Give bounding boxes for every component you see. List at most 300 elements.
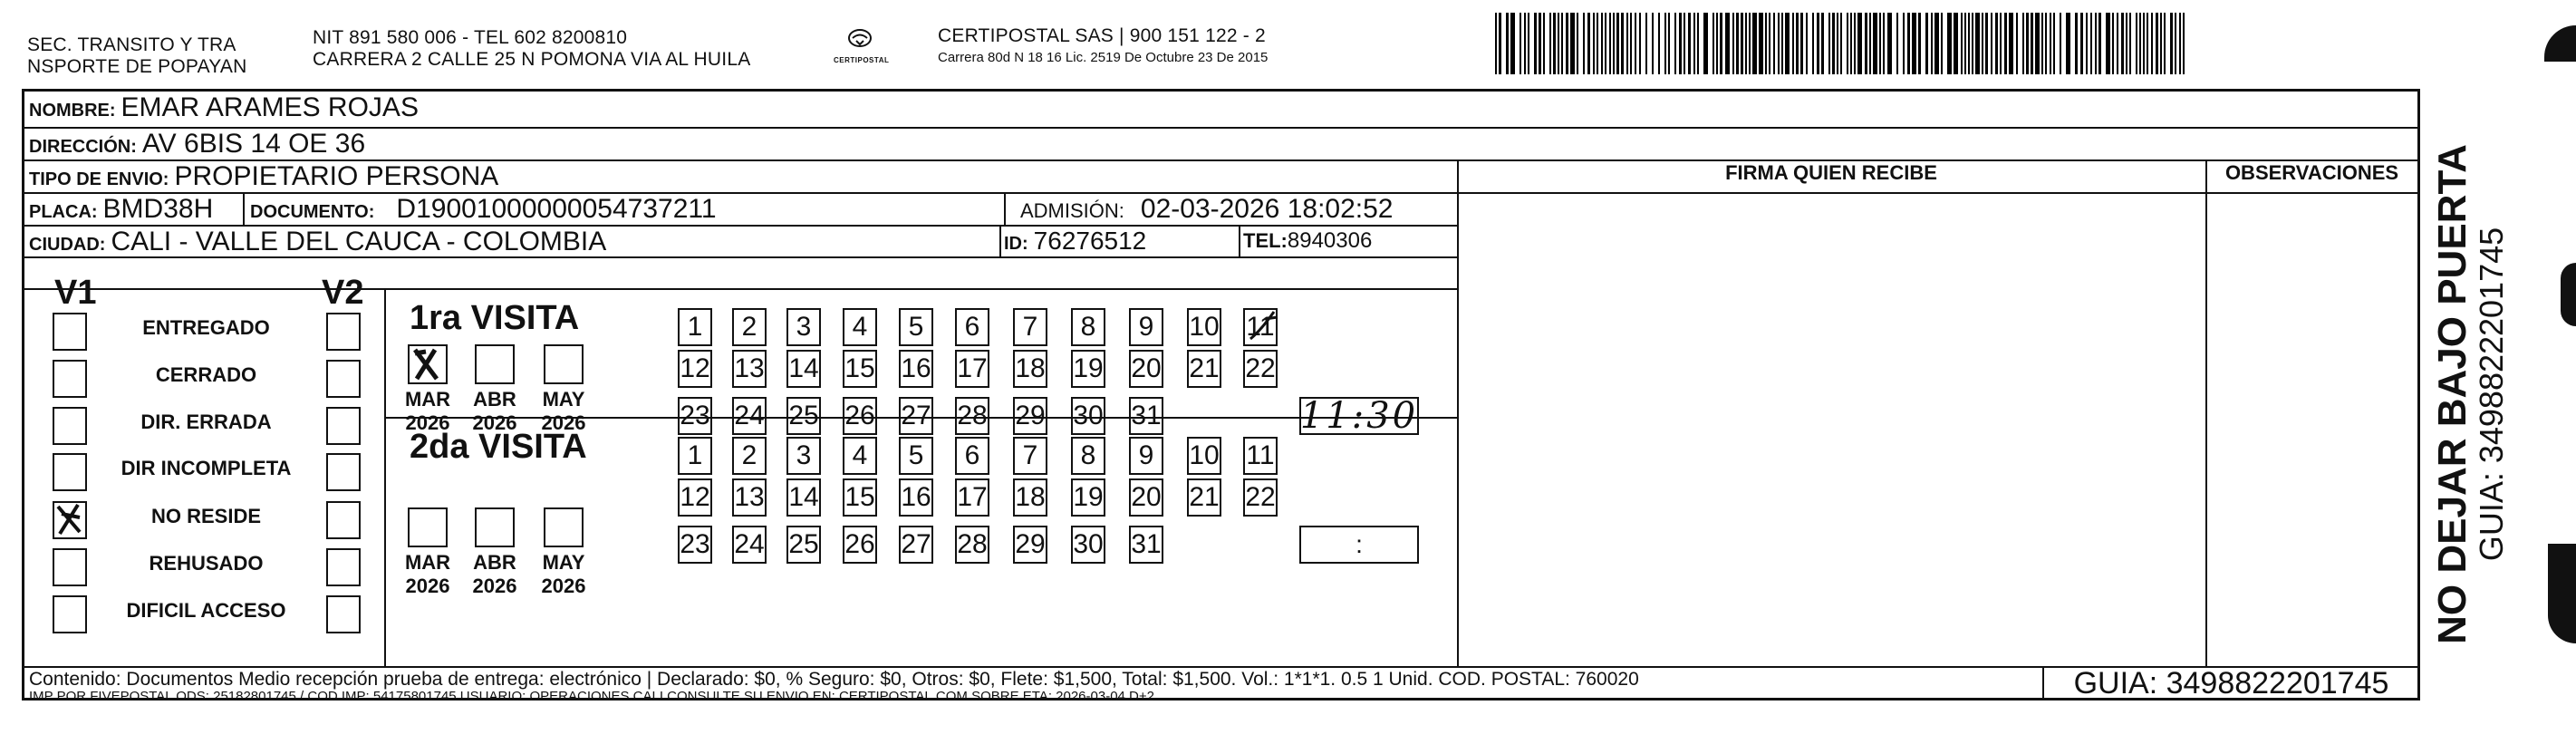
day-box[interactable] — [732, 437, 767, 475]
barcode-bar — [1828, 13, 1830, 74]
tel-field — [1243, 228, 1372, 254]
barcode-bar — [1749, 13, 1751, 74]
day-box[interactable] — [843, 526, 877, 564]
status-option-label: DIR. ERRADA — [140, 411, 272, 433]
day-number: 3 — [796, 440, 812, 470]
time-box[interactable] — [1299, 526, 1419, 564]
barcode-bar — [1792, 13, 1794, 74]
v2-checkbox[interactable] — [326, 595, 361, 633]
barcode-bar — [1947, 13, 1952, 74]
day-number: 1 — [687, 312, 703, 342]
barcode-bar — [1674, 13, 1676, 74]
documento-value: D19001000000054737211 — [396, 194, 717, 224]
barcode-bar — [1785, 13, 1790, 74]
barcode-bar — [2170, 13, 2173, 74]
barcode-bar — [1605, 13, 1606, 74]
barcode-bar — [2098, 13, 2101, 74]
barcode-bar — [1528, 13, 1529, 74]
barcode-bar — [1745, 13, 1747, 74]
barcode-bar — [1549, 13, 1551, 74]
month-year: 2026 — [541, 411, 586, 434]
barcode-bar — [1847, 13, 1848, 74]
day-box[interactable] — [1071, 526, 1105, 564]
barcode-bar — [2031, 13, 2033, 74]
barcode-bar — [1941, 13, 1943, 74]
day-box[interactable] — [843, 397, 877, 435]
day-number: 10 — [1189, 312, 1220, 342]
barcode-bar — [2164, 13, 2166, 74]
v1-checkbox[interactable] — [53, 360, 87, 398]
barcode-bar — [1982, 13, 1983, 74]
side-guia: GUIA: 3498822201745 — [2473, 227, 2510, 562]
barcode-bar — [1995, 13, 1998, 74]
day-box[interactable] — [955, 397, 989, 435]
day-box[interactable] — [786, 478, 821, 517]
ciudad-value: CALI - VALLE DEL CAUCA - COLOMBIA — [111, 227, 607, 256]
day-box[interactable] — [1071, 397, 1105, 435]
admision-label: ADMISIÓN: — [1020, 199, 1124, 222]
day-number: 3 — [796, 312, 812, 342]
barcode-bar — [1869, 13, 1871, 74]
day-number: 29 — [1015, 529, 1046, 559]
barcode-bar — [1912, 13, 1916, 74]
barcode-bar — [2086, 13, 2088, 74]
barcode-bar — [2112, 13, 2114, 74]
v2-checkbox[interactable] — [326, 501, 361, 539]
day-box[interactable] — [1129, 478, 1163, 517]
day-number: 1 — [687, 440, 703, 470]
barcode-bar — [1954, 13, 1958, 74]
day-number: 21 — [1189, 482, 1220, 512]
day-box[interactable] — [955, 526, 989, 564]
day-box[interactable] — [732, 397, 767, 435]
day-number: 19 — [1073, 353, 1104, 383]
status-option-label: REHUSADO — [149, 552, 264, 575]
day-box[interactable] — [843, 350, 877, 388]
barcode-bar — [1645, 13, 1647, 74]
day-box[interactable] — [1187, 478, 1221, 517]
month-year: 2026 — [541, 575, 586, 597]
day-number: 13 — [734, 353, 765, 383]
day-box[interactable] — [1129, 397, 1163, 435]
barcode-bar — [1587, 13, 1590, 74]
day-box[interactable] — [899, 437, 933, 475]
day-box[interactable] — [732, 526, 767, 564]
barcode-bar — [1934, 13, 1939, 74]
barcode-bar — [2045, 13, 2047, 74]
barcode-bar — [2183, 13, 2185, 74]
day-number: 30 — [1073, 529, 1104, 559]
barcode-bar — [2151, 13, 2153, 74]
day-number: 31 — [1131, 401, 1162, 430]
time-placeholder: : — [1356, 530, 1363, 558]
day-number: 31 — [1131, 529, 1162, 559]
barcode-bar — [1873, 13, 1877, 74]
day-box[interactable] — [1013, 478, 1047, 517]
barcode-bar — [2129, 13, 2131, 74]
day-box[interactable] — [1071, 437, 1105, 475]
nombre-value: EMAR ARAMES ROJAS — [121, 92, 419, 122]
day-number: 2 — [741, 440, 757, 470]
day-box[interactable] — [955, 437, 989, 475]
barcode-bar — [2156, 13, 2158, 74]
day-box[interactable] — [1129, 526, 1163, 564]
direccion-label: DIRECCIÓN: — [29, 137, 137, 157]
barcode-bar — [1931, 13, 1933, 74]
v2-checkbox[interactable] — [326, 453, 361, 491]
barcode-bar — [1570, 13, 1575, 74]
day-number: 22 — [1245, 482, 1276, 512]
barcode-bar — [1652, 13, 1654, 74]
edge-mark-top — [2544, 25, 2576, 62]
day-number: 20 — [1131, 353, 1162, 383]
day-box[interactable] — [732, 308, 767, 346]
barcode-bar — [1736, 13, 1739, 74]
month-checkbox-checked[interactable] — [408, 344, 448, 384]
barcode-bar — [1506, 13, 1509, 74]
barcode-bar — [2009, 13, 2013, 74]
day-number: 18 — [1015, 482, 1046, 512]
day-number: 27 — [901, 529, 931, 559]
month-checkbox[interactable] — [544, 344, 584, 384]
nit-block — [313, 27, 750, 71]
barcode-bar — [1832, 13, 1835, 74]
month-year: 2026 — [405, 411, 450, 434]
handwritten-time: 11:30 — [1299, 395, 1419, 437]
day-box[interactable] — [678, 478, 712, 517]
sender-line-2: NSPORTE DE POPAYAN — [27, 56, 247, 77]
barcode-bar — [1499, 13, 1501, 74]
v2-header: V2 — [322, 274, 364, 312]
day-box[interactable] — [1187, 437, 1221, 475]
barcode-bar — [1759, 13, 1763, 74]
barcode-bar — [1609, 13, 1611, 74]
day-box[interactable] — [732, 350, 767, 388]
day-box[interactable] — [955, 308, 989, 346]
day-box[interactable] — [786, 437, 821, 475]
day-box[interactable] — [678, 397, 712, 435]
barcode-bar — [1806, 13, 1808, 74]
day-number: 25 — [788, 401, 819, 430]
barcode-bar — [1840, 13, 1842, 74]
barcode-bar — [1837, 13, 1838, 74]
day-box[interactable] — [955, 478, 989, 517]
documento-label: DOCUMENTO: — [250, 202, 375, 222]
day-number: 26 — [844, 401, 875, 430]
day-number: 20 — [1131, 482, 1162, 512]
barcode-bar — [1850, 13, 1852, 74]
v2-checkbox[interactable] — [326, 313, 361, 351]
day-number: 17 — [957, 482, 988, 512]
barcode-bar — [1639, 13, 1641, 74]
month-checkbox[interactable] — [475, 507, 515, 547]
month-checkbox[interactable] — [408, 507, 448, 547]
v1-checkbox[interactable] — [53, 407, 87, 445]
barcode-bar — [1765, 13, 1767, 74]
imp-line: IMP POR FIVEPOSTAL ODS: 25182801745 / COD.IMP: 54175801745 USUARIO: OPERACIONES.CALI CONSULTE SU ENVIO EN: CERTIPOSTAL.COM SOBRE ETA: 2026-03-04 D+2 — [29, 689, 1154, 704]
id-label: ID: — [1004, 234, 1028, 254]
barcode-bar — [1524, 13, 1526, 74]
barcode-bar — [1539, 13, 1541, 74]
day-number: 14 — [788, 353, 819, 383]
id-field — [1004, 227, 1146, 256]
day-number: 7 — [1022, 440, 1038, 470]
barcode-bar — [1597, 13, 1598, 74]
month-name: ABR — [473, 551, 516, 574]
barcode-bar — [1520, 13, 1521, 74]
day-box[interactable] — [899, 526, 933, 564]
barcode-bar — [1626, 13, 1628, 74]
barcode-bar — [1577, 13, 1578, 74]
month-year: 2026 — [405, 575, 450, 597]
v1-checkbox[interactable] — [53, 595, 87, 633]
month-checkbox[interactable] — [544, 507, 584, 547]
day-box[interactable] — [732, 478, 767, 517]
barcode-bar — [1703, 13, 1708, 74]
nombre-field — [29, 92, 419, 123]
status-option-label: ENTREGADO — [142, 316, 270, 339]
v1-checkbox-checked[interactable] — [53, 501, 87, 539]
day-number: 25 — [788, 529, 819, 559]
barcode-bar — [2066, 13, 2070, 74]
side-text-rotated — [2432, 144, 2510, 644]
barcode-bar — [2053, 13, 2055, 74]
day-number: 2 — [741, 312, 757, 342]
barcode-bar — [1907, 13, 1910, 74]
status-option-label: DIFICIL ACCESO — [126, 599, 286, 622]
barcode-bar — [1720, 13, 1722, 74]
day-box[interactable] — [1129, 308, 1163, 346]
day-number: 23 — [680, 529, 710, 559]
day-number: 6 — [964, 440, 980, 470]
day-box[interactable] — [1129, 437, 1163, 475]
barcode-bar — [1583, 13, 1585, 74]
day-number: 16 — [901, 482, 931, 512]
observaciones-area[interactable] — [2209, 196, 2415, 662]
day-number: 15 — [844, 482, 875, 512]
day-box[interactable] — [1071, 478, 1105, 517]
sender-line-1: SEC. TRANSITO Y TRA — [27, 34, 236, 55]
ciudad-field — [29, 227, 606, 257]
barcode-bar — [2106, 13, 2110, 74]
barcode-bar — [1664, 13, 1666, 74]
address-line: CARRERA 2 CALLE 25 N POMONA VIA AL HUILA — [313, 49, 751, 70]
day-number: 9 — [1138, 440, 1154, 470]
barcode-bar — [1713, 13, 1714, 74]
day-box[interactable] — [1013, 350, 1047, 388]
day-number: 19 — [1073, 482, 1104, 512]
day-box[interactable] — [678, 526, 712, 564]
barcode-bar — [1752, 13, 1757, 74]
barcode — [1493, 13, 2191, 74]
barcode-bar — [2136, 13, 2137, 74]
tipo-envio-label: TIPO DE ENVIO: — [29, 169, 169, 189]
placa-value: BMD38H — [102, 194, 214, 224]
status-option-label: NO RESIDE — [150, 505, 262, 527]
barcode-bar — [1879, 13, 1881, 74]
day-box[interactable] — [955, 350, 989, 388]
barcode-bar — [1635, 13, 1636, 74]
barcode-bar — [2175, 13, 2176, 74]
day-box[interactable] — [899, 308, 933, 346]
month-name: MAR — [404, 551, 451, 574]
day-box[interactable] — [1243, 437, 1278, 475]
barcode-bar — [1896, 13, 1898, 74]
day-box[interactable] — [786, 308, 821, 346]
day-box[interactable] — [1013, 526, 1047, 564]
barcode-bar — [1796, 13, 1799, 74]
admision-value: 02-03-2026 18:02:52 — [1140, 194, 1394, 224]
barcode-bar — [2095, 13, 2097, 74]
month-year: 2026 — [472, 575, 517, 597]
barcode-bar — [1566, 13, 1568, 74]
day-box[interactable] — [786, 526, 821, 564]
courier-license: Carrera 80d N 18 16 Lic. 2519 De Octubre 23 De 2015 — [938, 50, 1269, 65]
day-box[interactable] — [1071, 308, 1105, 346]
day-number: 13 — [734, 482, 765, 512]
day-number: 18 — [1015, 353, 1046, 383]
day-number: 11 — [1246, 440, 1275, 470]
tipo-envio-value: PROPIETARIO PERSONA — [174, 161, 499, 191]
month-label — [393, 551, 462, 598]
barcode-bar — [1561, 13, 1563, 74]
month-name: MAY — [542, 551, 585, 574]
month-label — [529, 551, 598, 598]
day-box-marked[interactable] — [1243, 308, 1278, 346]
month-year: 2026 — [472, 411, 517, 434]
tipo-envio-field — [29, 161, 498, 192]
month-name: ABR — [473, 388, 516, 411]
barcode-bar — [2016, 13, 2018, 74]
day-box[interactable] — [1013, 397, 1047, 435]
contenido-line: Contenido: Documentos Medio recepción prueba de entrega: electrónico | Declarado: $0, % Seguro: $0, Otros: $0, Flete: $1,500, Total: $1,500. Vol.: 1*1*1. 0.5 1 Unid. COD. POSTAL: 760020 — [29, 669, 1639, 690]
day-box[interactable] — [1071, 350, 1105, 388]
barcode-bar — [2041, 13, 2043, 74]
barcode-bar — [2147, 13, 2148, 74]
barcode-bar — [1601, 13, 1603, 74]
firma-area[interactable] — [1461, 196, 2202, 662]
v2-checkbox[interactable] — [326, 360, 361, 398]
month-checkbox[interactable] — [475, 344, 515, 384]
day-box[interactable] — [899, 478, 933, 517]
month-label — [460, 551, 529, 598]
firma-header: FIRMA QUIEN RECIBE — [1725, 161, 1937, 184]
barcode-bar — [1773, 13, 1775, 74]
ciudad-label: CIUDAD: — [29, 235, 106, 255]
documento-field — [250, 194, 717, 225]
v1-checkbox[interactable] — [53, 548, 87, 586]
day-box[interactable] — [678, 308, 712, 346]
barcode-bar — [1716, 13, 1718, 74]
barcode-bar — [2060, 13, 2061, 74]
v2-checkbox[interactable] — [326, 407, 361, 445]
day-box[interactable] — [843, 437, 877, 475]
v1-checkbox[interactable] — [53, 453, 87, 491]
v1-checkbox[interactable] — [53, 313, 87, 351]
day-number: 8 — [1080, 312, 1096, 342]
barcode-bar — [2004, 13, 2007, 74]
admision-field — [1020, 194, 1393, 225]
barcode-bar — [1534, 13, 1537, 74]
barcode-bar — [1854, 13, 1856, 74]
day-box[interactable] — [786, 397, 821, 435]
direccion-field — [29, 129, 365, 159]
footer-guia: GUIA: 3498822201745 — [2073, 666, 2389, 701]
day-number: 24 — [734, 401, 765, 430]
day-box[interactable] — [1187, 308, 1221, 346]
day-box[interactable] — [899, 397, 933, 435]
day-box[interactable] — [678, 437, 712, 475]
day-number: 27 — [901, 401, 931, 430]
barcode-bar — [2050, 13, 2051, 74]
observaciones-header: OBSERVACIONES — [2224, 161, 2399, 184]
day-box[interactable] — [899, 350, 933, 388]
barcode-bar — [1857, 13, 1862, 74]
barcode-bar — [1697, 13, 1699, 74]
placa-field — [29, 194, 213, 225]
day-box[interactable] — [843, 308, 877, 346]
barcode-bar — [1812, 13, 1814, 74]
barcode-bar — [1679, 13, 1682, 74]
day-number: 12 — [680, 482, 710, 512]
barcode-bar — [1769, 13, 1770, 74]
barcode-bar — [1781, 13, 1783, 74]
barcode-bar — [1658, 13, 1660, 74]
day-box[interactable] — [1013, 308, 1047, 346]
barcode-bar — [1972, 13, 1973, 74]
day-box[interactable] — [1243, 350, 1278, 388]
day-box[interactable] — [1129, 350, 1163, 388]
day-box[interactable] — [1013, 437, 1047, 475]
v2-checkbox[interactable] — [326, 548, 361, 586]
barcode-bar — [1964, 13, 1966, 74]
barcode-bar — [1621, 13, 1624, 74]
barcode-graphic — [1493, 13, 2191, 74]
direccion-value: AV 6BIS 14 OE 36 — [141, 129, 366, 159]
barcode-bar — [2139, 13, 2141, 74]
status-option-label: DIR INCOMPLETA — [121, 457, 292, 479]
barcode-bar — [2080, 13, 2083, 74]
barcode-bar — [1725, 13, 1730, 74]
barcode-bar — [1918, 13, 1921, 74]
edge-mark-bottom — [2548, 544, 2576, 643]
nombre-label: NOMBRE: — [29, 101, 116, 121]
day-box[interactable] — [678, 350, 712, 388]
time-box[interactable] — [1299, 397, 1419, 435]
barcode-bar — [1543, 13, 1545, 74]
day-box[interactable] — [843, 478, 877, 517]
barcode-bar — [1821, 13, 1824, 74]
day-number: 29 — [1015, 401, 1046, 430]
barcode-bar — [2026, 13, 2029, 74]
side-text-area — [2421, 89, 2521, 701]
logo-text: CERTIPOSTAL — [834, 56, 890, 64]
barcode-bar — [1778, 13, 1780, 74]
day-number: 9 — [1138, 312, 1154, 342]
day-box[interactable] — [1187, 350, 1221, 388]
barcode-bar — [1616, 13, 1619, 74]
barcode-bar — [1865, 13, 1867, 74]
barcode-bar — [2143, 13, 2145, 74]
day-number: 17 — [957, 353, 988, 383]
day-number: 30 — [1073, 401, 1104, 430]
barcode-bar — [1668, 13, 1670, 74]
barcode-bar — [2121, 13, 2124, 74]
day-number: 10 — [1189, 440, 1220, 470]
day-number: 7 — [1022, 312, 1038, 342]
day-box[interactable] — [786, 350, 821, 388]
day-box[interactable] — [1243, 478, 1278, 517]
